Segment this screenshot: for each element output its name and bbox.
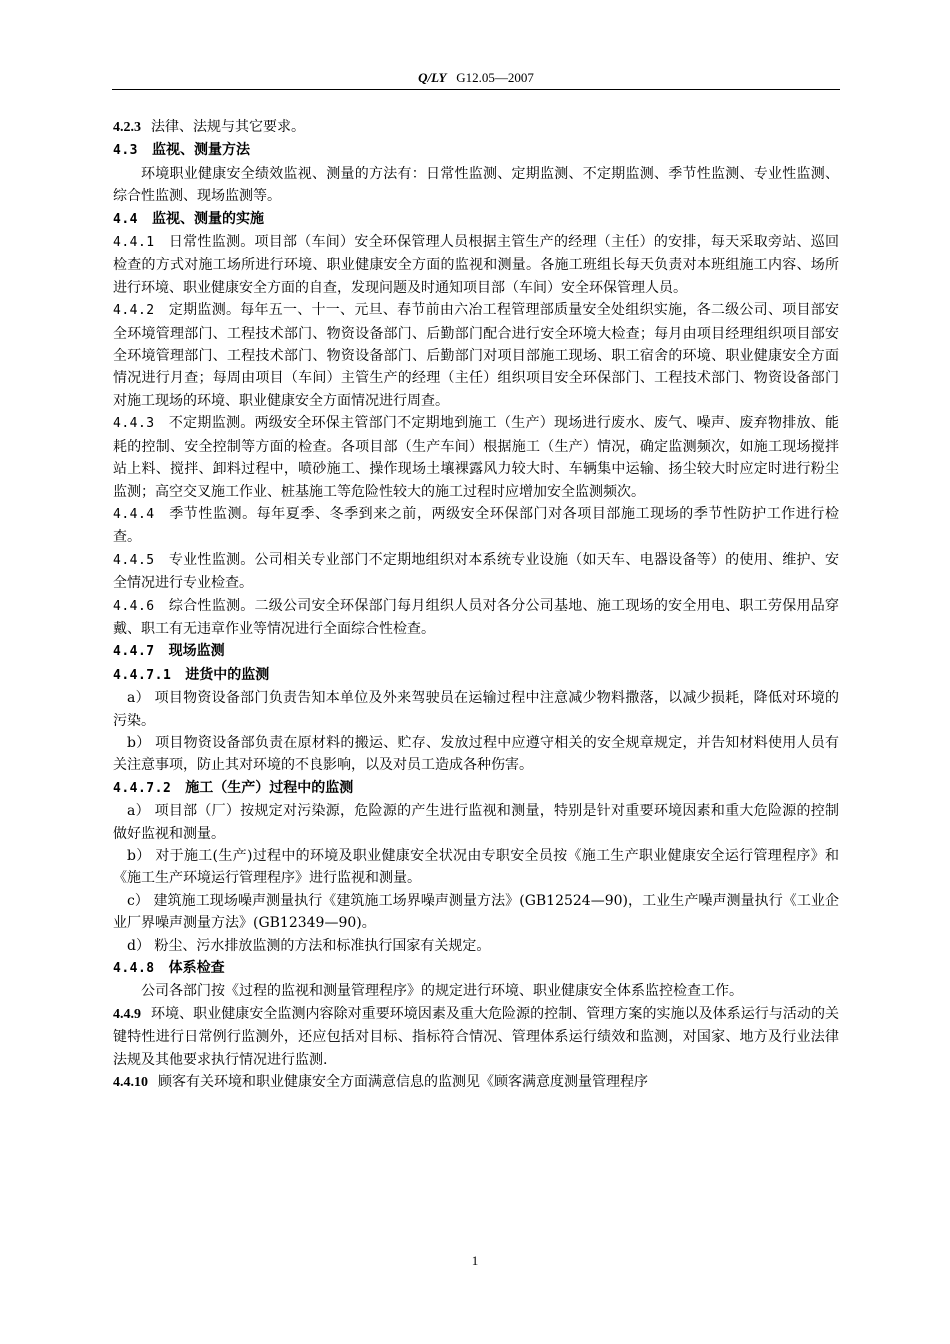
header-rule <box>112 89 840 90</box>
paragraph-text: 季节性监测。每年夏季、冬季到来之前，两级安全环保部门对各项目部施工现场的季节性防护工作进行检查。 <box>113 505 839 546</box>
section-number: 4.4 <box>113 211 138 227</box>
paragraph <box>113 890 839 935</box>
section-number: 4.4.2 <box>113 303 155 319</box>
section-heading: 体系检查 <box>168 960 225 977</box>
paragraph-text: 环境、职业健康安全监测内容除对重要环境因素及重大危险源的控制、管理方案的实施以及体系运行与活动的关键特性进行日常例行监测外，还应包括对目标、指标符合情况、管理体系运行绩效和监测，对国家、地方及行业法律法规及其他要求执行情况进行监测. <box>113 1005 839 1068</box>
paragraph <box>113 231 839 299</box>
section-heading: 进货中的监测 <box>185 666 270 683</box>
paragraph <box>113 503 839 549</box>
paragraph-text: 定期监测。每年五一、十一、元旦、春节前由六冶工程管理部质量安全处组织实施，各二级公司、项目部安全环境管理部门、工程技术部门、物资设备部门、后勤部门配合进行安全环境大检查；每月由项目经理组织项目部安全环境管理部门、工程技术部门、物资设备部门、后勤部门对项目部施工现场、职工宿舍的环境、职业健康安全方面情况进行月查；每周由项目（车间）主管生产的经理（主任）组织项目安全环保部门、工程技术部门、物资设备部门对施工现场的环境、职业健康安全方面情况进行周查。 <box>113 302 839 409</box>
section-number: 4.4.9 <box>113 1006 141 1022</box>
paragraph-text: d） 粉尘、污水排放监测的方法和标准执行国家有关规定。 <box>127 937 491 954</box>
paragraph <box>113 777 839 800</box>
paragraph <box>113 1071 839 1094</box>
section-number: 4.3 <box>113 143 138 159</box>
paragraph <box>113 732 839 777</box>
paragraph <box>113 139 839 162</box>
paragraph <box>113 163 839 208</box>
paragraph <box>113 957 839 980</box>
section-number: 4.4.4 <box>113 506 155 522</box>
paragraph <box>113 664 839 687</box>
section-number: 4.4.5 <box>113 552 155 568</box>
paragraph <box>113 299 839 412</box>
paragraph <box>113 412 839 503</box>
header-code-a: Q/LY <box>418 70 447 85</box>
paragraph <box>113 845 839 890</box>
page-number: 1 <box>471 1253 479 1268</box>
paragraph-text: a） 项目部（厂）按规定对污染源，危险源的产生进行监视和测量，特别是针对重要环境因素和重大危险源的控制做好监视和测量。 <box>113 803 839 842</box>
paragraph <box>113 800 839 845</box>
header-code-b: G12.05—2007 <box>456 70 534 85</box>
paragraph-text: a） 项目物资设备部门负责告知本单位及外来驾驶员在运输过程中注意减少物料撒落，以减少损耗，降低对环境的污染。 <box>113 690 839 729</box>
section-heading: 监视、测量的实施 <box>151 210 264 227</box>
page-header <box>112 70 840 88</box>
section-number: 4.4.8 <box>113 961 155 977</box>
section-heading: 施工（生产）过程中的监测 <box>185 779 354 796</box>
document-body <box>113 116 839 1094</box>
section-heading: 监视、测量方法 <box>151 142 250 159</box>
paragraph <box>113 640 839 663</box>
paragraph-text: b） 项目物资设备部负责在原材料的搬运、贮存、发放过程中应遵守相关的安全规章规定，并告知材料使用人员有关注意事项，防止其对环境的不良影响，以及对员工造成各种伤害。 <box>113 734 839 774</box>
section-number: 4.4.1 <box>113 235 155 251</box>
section-number: 4.4.3 <box>113 416 155 432</box>
paragraph <box>113 687 839 732</box>
paragraph-text: 公司各部门按《过程的监视和测量管理程序》的规定进行环境、职业健康安全体系监控检查工作。 <box>141 983 743 1000</box>
paragraph-text: 专业性监测。公司相关专业部门不定期地组织对本系统专业设施（如天车、电器设备等）的使用、维护、安全情况进行专业检查。 <box>113 551 839 592</box>
paragraph <box>113 116 839 139</box>
paragraph <box>113 980 839 1002</box>
paragraph-text: c） 建筑施工现场噪声测量执行《建筑施工场界噪声测量方法》(GB12524—90)，工业生产噪声测量执行《工业企业厂界噪声测量方法》(GB12349—90)。 <box>113 892 839 932</box>
section-number: 4.4.7.1 <box>113 667 172 683</box>
paragraph <box>113 549 839 595</box>
paragraph-text: 日常性监测。项目部（车间）安全环保管理人员根据主管生产的经理（主任）的安排，每天采取旁站、巡回检查的方式对施工场所进行环境、职业健康安全方面的监视和测量。各施工班组长每天负责对本班组施工内容、场所进行环境、职业健康安全方面的自查，发现问题及时通知项目部（车间）安全环保管理人员。 <box>113 234 839 296</box>
section-number: 4.2.3 <box>113 120 141 135</box>
section-heading: 现场监测 <box>168 643 225 660</box>
paragraph-text: 法律、法规与其它要求。 <box>151 119 305 135</box>
paragraph-text: 综合性监测。二级公司安全环保部门每月组织人员对各分公司基地、施工现场的安全用电、职工劳保用品穿戴、职工有无违章作业等情况进行全面综合性检查。 <box>113 597 839 637</box>
paragraph-text: 环境职业健康安全绩效监视、测量的方法有：日常性监测、定期监测、不定期监测、季节性监测、专业性监测、综合性监测、现场监测等。 <box>113 165 839 205</box>
paragraph <box>113 208 839 231</box>
section-number: 4.4.10 <box>113 1075 148 1091</box>
paragraph <box>113 595 839 641</box>
paragraph <box>113 935 839 957</box>
paragraph-text: b） 对于施工(生产)过程中的环境及职业健康安全状况由专职安全员按《施工生产职业健康安全运行管理程序》和《施工生产环境运行管理程序》进行监视和测量。 <box>113 848 839 887</box>
paragraph-text: 顾客有关环境和职业健康安全方面满意信息的监测见《顾客满意度测量管理程序 <box>158 1074 648 1091</box>
section-number: 4.4.7 <box>113 644 155 660</box>
section-number: 4.4.6 <box>113 598 155 614</box>
paragraph-text: 不定期监测。两级安全环保主管部门不定期地到施工（生产）现场进行废水、废气、噪声、废弃物排放、能耗的控制、安全控制等方面的检查。各项目部（生产车间）根据施工（生产）情况，确定监测频次，如施工现场搅拌站上料、搅拌、卸料过程中，喷砂施工、操作现场土壤裸露风力较大时、车辆集中运输、扬尘较大时应定时进行粉尘监测；高空交叉施工作业、桩基施工等危险性较大的施工过程时应增加安全监测频次。 <box>113 415 839 500</box>
section-number: 4.4.7.2 <box>113 780 172 796</box>
paragraph <box>113 1003 839 1071</box>
